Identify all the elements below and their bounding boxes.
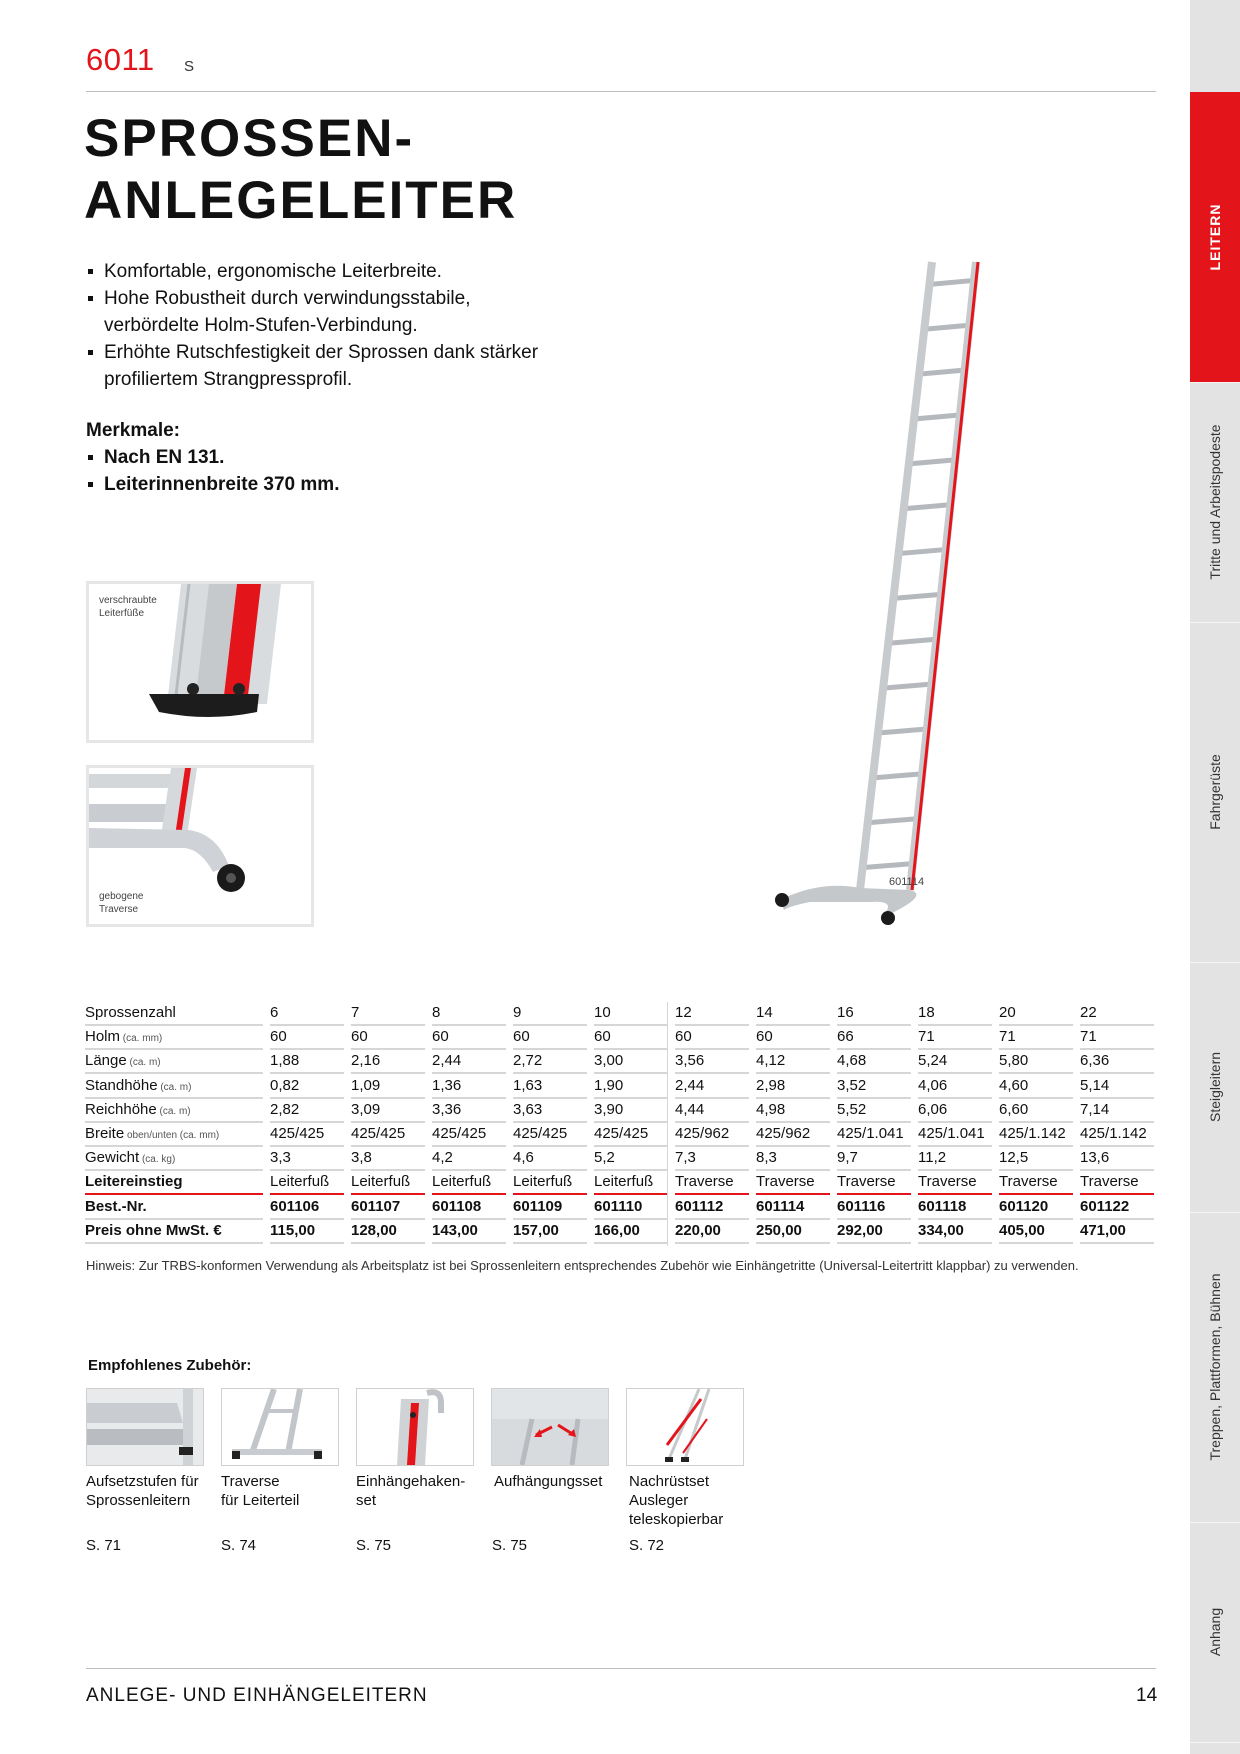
table-cell: 6,36 (1080, 1050, 1154, 1074)
table-cell: 4,44 (675, 1099, 749, 1123)
table-cell: 425/1.041 (837, 1123, 911, 1147)
table-cell: 60 (432, 1026, 506, 1050)
table-cell: 9,7 (837, 1147, 911, 1171)
table-cell: 601112 (675, 1196, 749, 1220)
table-cell: 0,82 (270, 1075, 344, 1099)
row-label: Best.-Nr. (85, 1196, 263, 1220)
table-cell: Leiterfuß (351, 1171, 425, 1195)
row-unit: oben/unten (ca. mm) (124, 1130, 220, 1141)
merkmale-item: Nach EN 131. (86, 444, 339, 471)
feature-list (86, 258, 546, 393)
table-cell: 5,80 (999, 1050, 1073, 1074)
header-rule (86, 91, 1156, 92)
sidebar-item-anhang[interactable] (1190, 1522, 1240, 1743)
table-cell: 60 (675, 1026, 749, 1050)
sidebar-item-leitern[interactable] (1190, 92, 1240, 383)
table-cell: 425/1.142 (999, 1123, 1073, 1147)
table-cell: 220,00 (675, 1220, 749, 1244)
table-cell: 3,90 (594, 1099, 668, 1123)
table-cell: 166,00 (594, 1220, 668, 1244)
table-cell: 1,09 (351, 1075, 425, 1099)
table-cell: 601107 (351, 1196, 425, 1220)
table-cell: 8,3 (756, 1147, 830, 1171)
table-group-separator (667, 1002, 668, 1246)
table-cell: 601118 (918, 1196, 992, 1220)
row-label: Leitereinstieg (85, 1171, 263, 1195)
footer-rule (86, 1668, 1156, 1669)
table-cell: 5,24 (918, 1050, 992, 1074)
merkmale-heading: Merkmale: (86, 420, 180, 441)
table-cell: 3,09 (351, 1099, 425, 1123)
detail-caption: gebogene Traverse (99, 891, 144, 915)
row-label: Reichhöhe (ca. m) (85, 1099, 263, 1123)
row-unit: (ca. m) (126, 1057, 161, 1069)
table-cell: 14 (756, 1002, 830, 1026)
table-cell: 18 (918, 1002, 992, 1026)
merkmale-item: Leiterinnenbreite 370 mm. (86, 471, 339, 498)
table-cell: 5,14 (1080, 1075, 1154, 1099)
table-cell: 425/425 (594, 1123, 668, 1147)
ladder-rung (863, 864, 913, 868)
row-label: Sprossenzahl (85, 1002, 263, 1026)
accessory-image-traverse[interactable] (221, 1388, 339, 1466)
table-cell: 12,5 (999, 1147, 1073, 1171)
table-cell: 7,14 (1080, 1099, 1154, 1123)
table-cell: Leiterfuß (594, 1171, 668, 1195)
accessory-page-ref[interactable]: S. 74 (221, 1537, 257, 1554)
ladder-rung (868, 819, 917, 823)
table-cell: 157,00 (513, 1220, 587, 1244)
table-cell: 601106 (270, 1196, 344, 1220)
row-label: Standhöhe (ca. m) (85, 1075, 263, 1099)
ladder-rung (878, 729, 927, 733)
table-cell: 115,00 (270, 1220, 344, 1244)
table-cell: 13,6 (1080, 1147, 1154, 1171)
ladder-rung (909, 460, 955, 464)
table-cell: 60 (351, 1026, 425, 1050)
table-cell: Traverse (675, 1171, 749, 1195)
table-cell: 10 (594, 1002, 668, 1026)
table-cell: 425/962 (675, 1123, 749, 1147)
table-cell: Leiterfuß (513, 1171, 587, 1195)
ladder-rung (929, 280, 973, 284)
ladder-rung (924, 325, 969, 329)
table-cell: 7,3 (675, 1147, 749, 1171)
table-cell: 7 (351, 1002, 425, 1026)
table-cell: 2,98 (756, 1075, 830, 1099)
table-cell: 601116 (837, 1196, 911, 1220)
merkmale-section (86, 417, 339, 498)
table-cell: 4,2 (432, 1147, 506, 1171)
table-cell: 4,98 (756, 1099, 830, 1123)
detail-caption: verschraubte Leiterfüße (99, 595, 157, 619)
row-label: Länge (ca. m) (85, 1050, 263, 1074)
accessory-image-einhaengehaken[interactable] (356, 1388, 474, 1466)
table-cell: 4,06 (918, 1075, 992, 1099)
table-cell: 425/425 (270, 1123, 344, 1147)
table-cell: 4,60 (999, 1075, 1073, 1099)
sidebar-item-tritte[interactable] (1190, 382, 1240, 623)
ladder-rung (893, 594, 940, 598)
table-cell: 2,16 (351, 1050, 425, 1074)
table-cell: Leiterfuß (270, 1171, 344, 1195)
table-cell: 71 (1080, 1026, 1154, 1050)
table-cell: 6 (270, 1002, 344, 1026)
ladder-rung (919, 370, 964, 374)
table-cell: 128,00 (351, 1220, 425, 1244)
table-cell: 11,2 (918, 1147, 992, 1171)
accessory-image-aufsetzstufen[interactable] (86, 1388, 204, 1466)
table-cell: 22 (1080, 1002, 1154, 1026)
table-cell: 66 (837, 1026, 911, 1050)
table-cell: 9 (513, 1002, 587, 1026)
table-cell: 1,88 (270, 1050, 344, 1074)
table-cell: 4,12 (756, 1050, 830, 1074)
table-cell: 4,6 (513, 1147, 587, 1171)
row-unit: (ca. m) (157, 1081, 192, 1093)
product-number: 6011 (86, 42, 155, 77)
table-cell: 1,90 (594, 1075, 668, 1099)
ladder-image (760, 250, 1000, 940)
ladder-rung (873, 774, 922, 778)
table-cell: 250,00 (756, 1220, 830, 1244)
table-cell: 143,00 (432, 1220, 506, 1244)
row-label: Preis ohne MwSt. € (85, 1220, 263, 1244)
row-label: Gewicht (ca. kg) (85, 1147, 263, 1171)
sidebar-label: Fahrgerüste (1207, 754, 1223, 830)
accessories-title: Empfohlenes Zubehör: (88, 1357, 252, 1374)
accessory-name: Nachrüstset Ausleger teleskopierbar (629, 1473, 724, 1528)
row-label: Breite oben/unten (ca. mm) (85, 1123, 263, 1147)
table-cell: 292,00 (837, 1220, 911, 1244)
table-cell: 60 (270, 1026, 344, 1050)
table-cell: 2,44 (675, 1075, 749, 1099)
table-cell: Traverse (999, 1171, 1073, 1195)
table-cell: 3,36 (432, 1099, 506, 1123)
ladder-rung (904, 505, 950, 509)
page-title (84, 108, 517, 232)
table-cell: 425/425 (513, 1123, 587, 1147)
accessory-page-ref[interactable]: S. 71 (86, 1537, 122, 1554)
table-cell: 60 (594, 1026, 668, 1050)
accessory-page-ref[interactable]: S. 75 (356, 1537, 392, 1554)
table-cell: 2,72 (513, 1050, 587, 1074)
table-cell: 2,82 (270, 1099, 344, 1123)
ladder-image-code: 601114 (889, 876, 925, 888)
accessory-image-nachruestset[interactable] (626, 1388, 744, 1466)
sidebar-label: Anhang (1207, 1607, 1223, 1657)
table-cell: 601108 (432, 1196, 506, 1220)
table-cell: 60 (513, 1026, 587, 1050)
sidebar-label: LEITERN (1207, 203, 1223, 271)
table-cell: 601120 (999, 1196, 1073, 1220)
table-cell: 3,00 (594, 1050, 668, 1074)
table-cell: 16 (837, 1002, 911, 1026)
title-line-2: ANLEGELEITER (84, 171, 518, 230)
table-cell: 425/1.041 (918, 1123, 992, 1147)
page-number: 14 (1136, 1685, 1158, 1706)
table-cell: 5,2 (594, 1147, 668, 1171)
sidebar-label: Steigleitern (1207, 1051, 1223, 1123)
accessory-name: Traverse für Leiterteil (221, 1473, 300, 1509)
table-cell: 20 (999, 1002, 1073, 1026)
table-cell: 3,56 (675, 1050, 749, 1074)
table-cell: Traverse (837, 1171, 911, 1195)
table-cell: 3,52 (837, 1075, 911, 1099)
ladder-rung (883, 684, 931, 688)
accessory-name: Einhängehaken- set (356, 1473, 466, 1509)
sidebar-item-steigleitern[interactable] (1190, 962, 1240, 1213)
row-unit: (ca. mm) (120, 1033, 163, 1045)
row-unit: (ca. kg) (139, 1154, 176, 1166)
table-cell: Traverse (756, 1171, 830, 1195)
table-cell: 12 (675, 1002, 749, 1026)
table-cell: Leiterfuß (432, 1171, 506, 1195)
accessory-page-ref[interactable]: S. 75 (492, 1537, 528, 1554)
row-unit: (ca. m) (156, 1105, 191, 1117)
sidebar-label: Tritte und Arbeitspodeste (1207, 424, 1223, 580)
table-cell: 71 (999, 1026, 1073, 1050)
table-cell: 601110 (594, 1196, 668, 1220)
table-cell: 8 (432, 1002, 506, 1026)
table-cell: 5,52 (837, 1099, 911, 1123)
table-cell: 425/1.142 (1080, 1123, 1154, 1147)
table-cell: 4,68 (837, 1050, 911, 1074)
table-cell: 601109 (513, 1196, 587, 1220)
table-cell: 2,44 (432, 1050, 506, 1074)
table-cell: 601122 (1080, 1196, 1154, 1220)
table-cell: 425/425 (432, 1123, 506, 1147)
table-cell: 425/962 (756, 1123, 830, 1147)
footer-title: ANLEGE- UND EINHÄNGELEITERN (86, 1685, 428, 1706)
row-label: Holm (ca. mm) (85, 1026, 263, 1050)
title-line-1: SPROSSEN- (84, 109, 415, 168)
product-suffix: S (184, 58, 195, 75)
accessory-name: Aufhängungsset (494, 1473, 603, 1490)
table-cell: 3,63 (513, 1099, 587, 1123)
table-cell: 601114 (756, 1196, 830, 1220)
sidebar-item-fahrgerueste[interactable] (1190, 622, 1240, 963)
table-cell: 1,36 (432, 1075, 506, 1099)
table-cell: 71 (918, 1026, 992, 1050)
table-cell: 3,8 (351, 1147, 425, 1171)
table-cell: 60 (756, 1026, 830, 1050)
table-cell: 471,00 (1080, 1220, 1154, 1244)
table-cell: 6,60 (999, 1099, 1073, 1123)
table-cell: 405,00 (999, 1220, 1073, 1244)
accessory-image-aufhaengungsset[interactable] (491, 1388, 609, 1466)
sidebar-item-treppen[interactable] (1190, 1212, 1240, 1523)
ladder-rung (914, 415, 960, 419)
ladder-rung (888, 639, 936, 643)
table-cell: 3,3 (270, 1147, 344, 1171)
table-cell: Traverse (1080, 1171, 1154, 1195)
accessory-name: Aufsetzstufen für Sprossenleitern (86, 1473, 199, 1509)
table-cell: 334,00 (918, 1220, 992, 1244)
detail-curved-traverse (86, 765, 314, 927)
accessory-page-ref[interactable]: S. 72 (629, 1537, 665, 1554)
detail-ladder-foot (86, 581, 314, 743)
ladder-rung (899, 550, 946, 554)
table-cell: Traverse (918, 1171, 992, 1195)
feature-item: Erhöhte Rutschfestigkeit der Sprossen dank stärker profiliertem Strangpressprofil. (86, 339, 546, 393)
table-cell: 1,63 (513, 1075, 587, 1099)
table-cell: 6,06 (918, 1099, 992, 1123)
hint-text: Hinweis: Zur TRBS-konformen Verwendung als Arbeitsplatz ist bei Sprossenleitern entsprechendes Zubehör wie Einhängetritte (Universal-Leitertritt klappbar) zu verwenden. (86, 1258, 1079, 1273)
table-cell: 425/425 (351, 1123, 425, 1147)
feature-item: Hohe Robustheit durch verwindungsstabile, verbördelte Holm-Stufen-Verbindung. (86, 285, 546, 339)
sidebar-label: Treppen, Plattformen, Bühnen (1207, 1273, 1223, 1461)
feature-item: Komfortable, ergonomische Leiterbreite. (86, 258, 546, 285)
